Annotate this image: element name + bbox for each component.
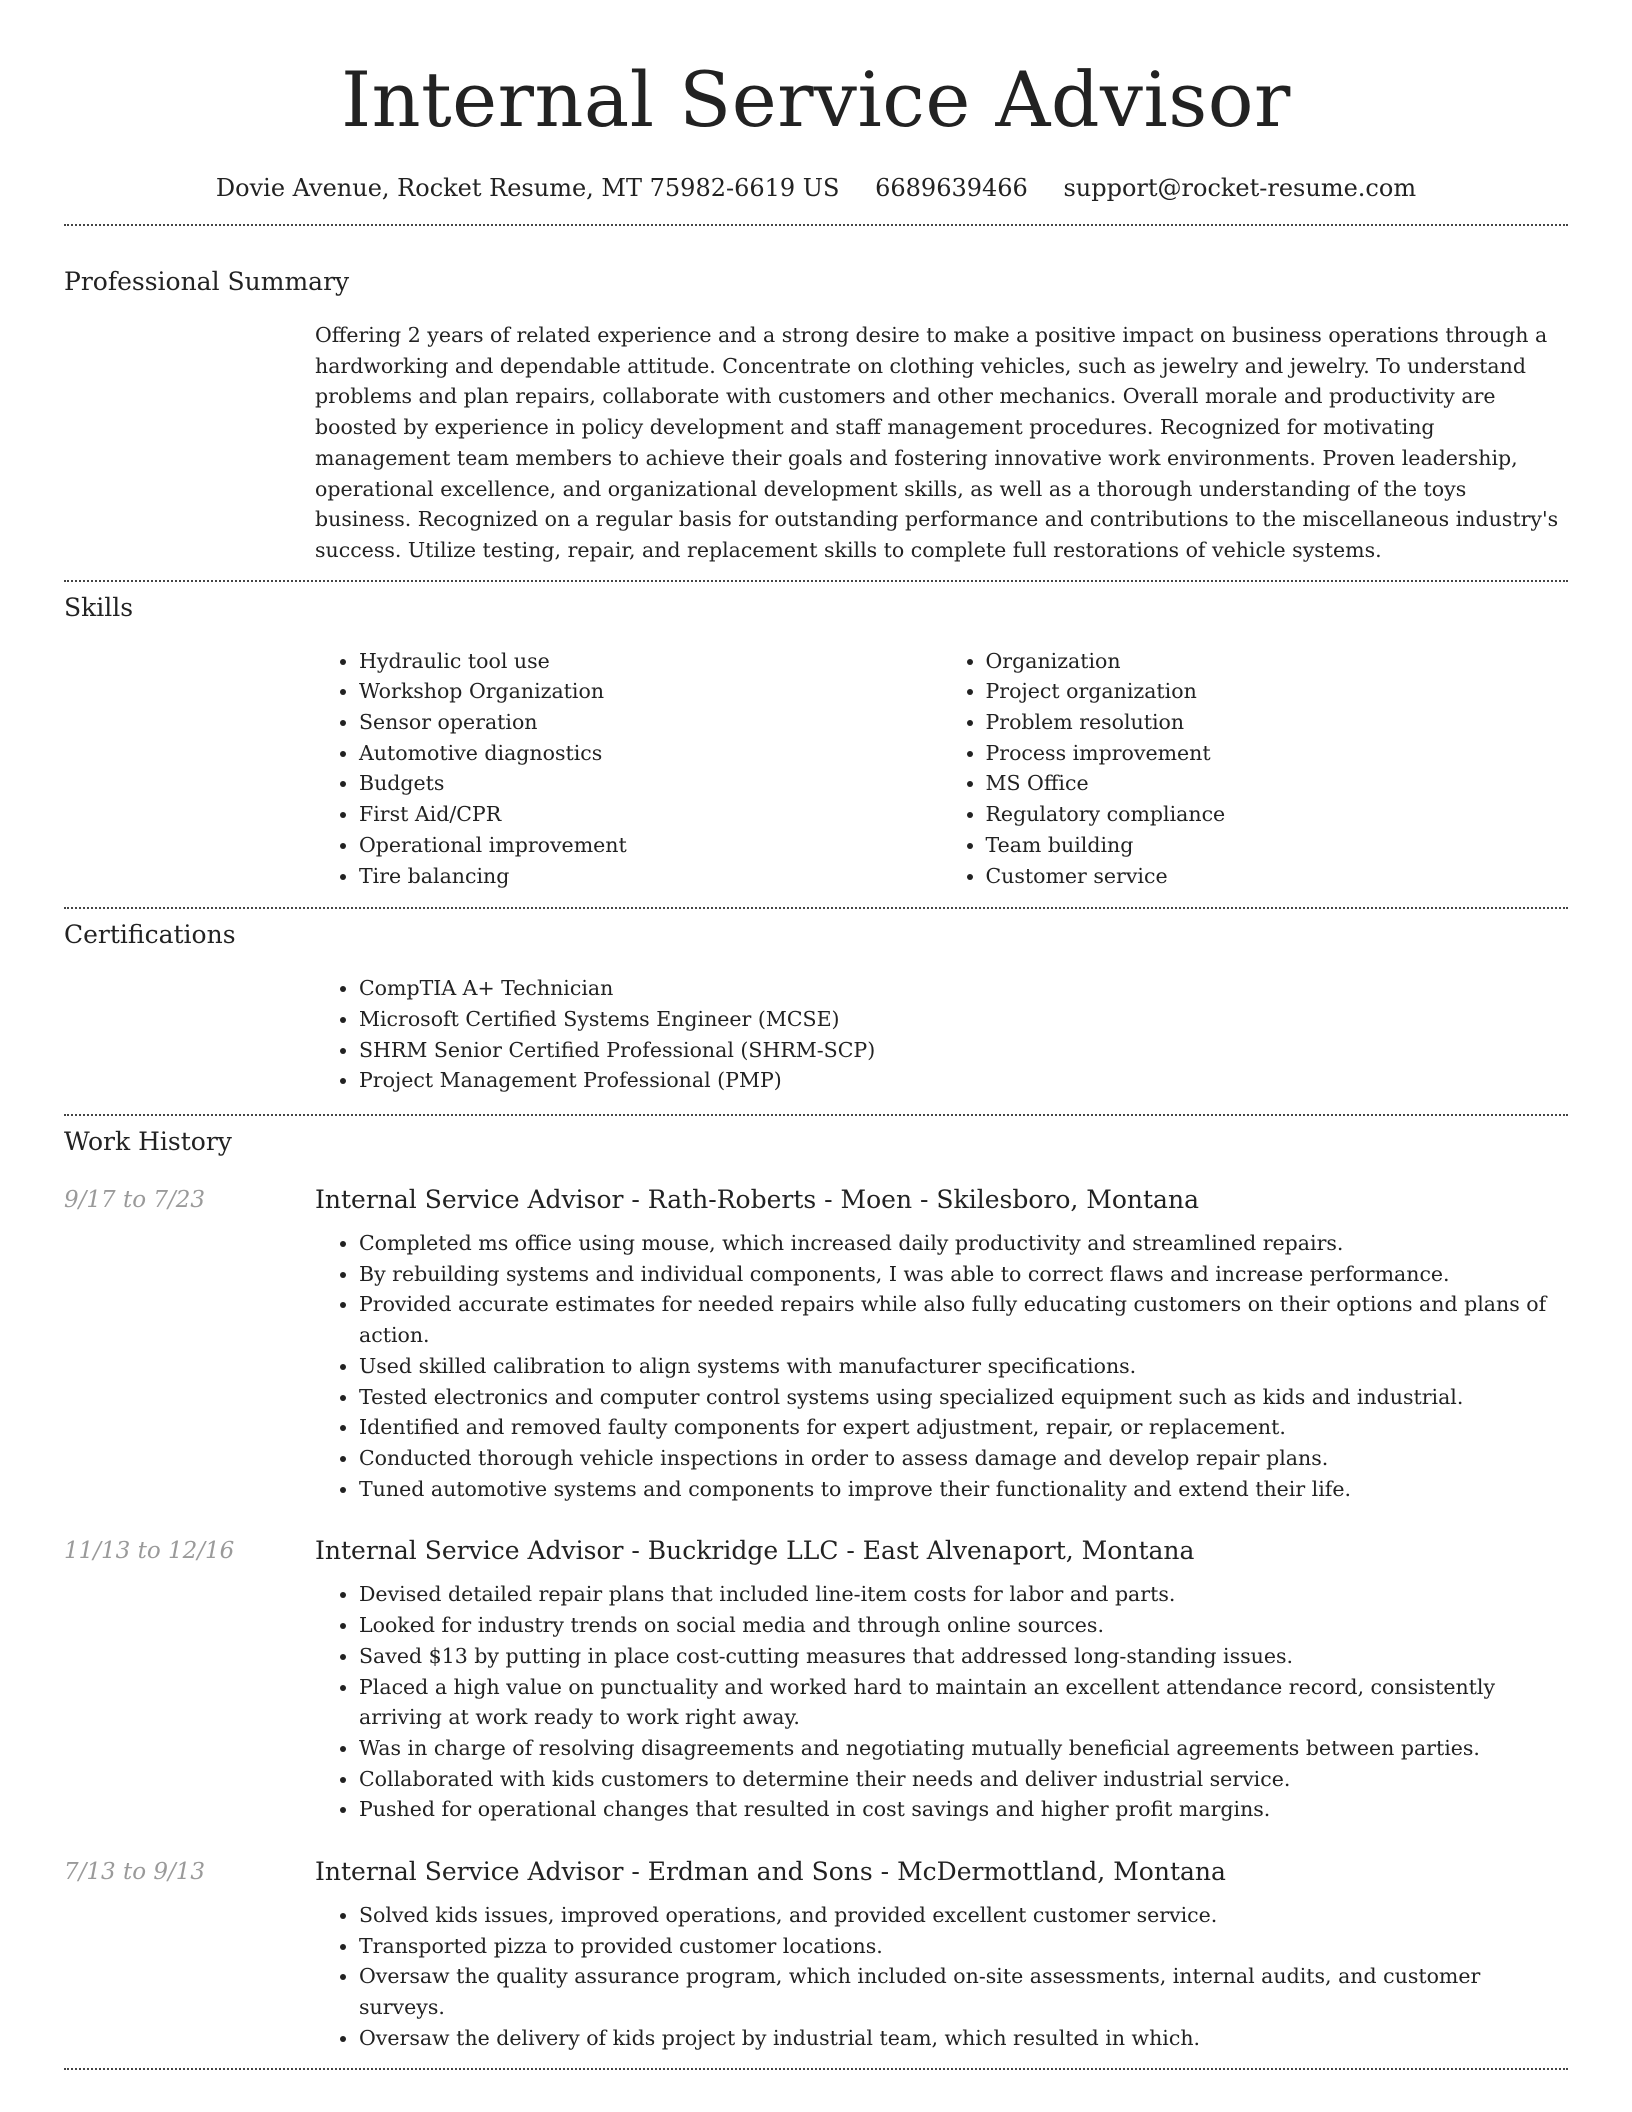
work-history-section — [64, 1116, 1568, 2067]
job-bullet: • Identified and removed faulty components for expert adjustment, repair, or replacement. — [359, 1412, 1568, 1443]
job-entry — [64, 1535, 1568, 1825]
job-bullet: • Saved $13 by putting in place cost-cutting measures that addressed long-standing issues. — [359, 1641, 1568, 1672]
summary-title: Professional Summary — [64, 267, 350, 296]
job-bullet: • By rebuilding systems and individual components, I was able to correct flaws and increase performance. — [359, 1259, 1568, 1290]
skill-item: • Regulatory compliance — [986, 799, 1569, 830]
summary-section — [64, 226, 1568, 580]
resume-name: Internal Service Advisor — [341, 55, 1291, 144]
job-bullet: • Provided accurate estimates for needed repairs while also fully educating customers on their options and plans of action. — [359, 1289, 1568, 1350]
job-bullet: • Placed a high value on punctuality and worked hard to maintain an excellent attendance record, consistently arriving at work ready to work right away. — [359, 1672, 1568, 1733]
skills-list-right — [942, 646, 1569, 892]
contact-phone: 6689639466 — [875, 174, 1028, 202]
job-bullets — [315, 1228, 1568, 1504]
skill-item: • Project organization — [986, 676, 1569, 707]
skill-item: • Sensor operation — [359, 707, 942, 738]
job-title: Internal Service Advisor - Erdman and Sons - McDermottland, Montana — [315, 1857, 1226, 1887]
certification-item: • Microsoft Certified Systems Engineer (MCSE) — [359, 1004, 1568, 1035]
skill-item: • First Aid/CPR — [359, 799, 942, 830]
job-bullet: • Transported pizza to provided customer locations. — [359, 1931, 1568, 1962]
certification-item: • CompTIA A+ Technician — [359, 973, 1568, 1004]
job-bullets — [315, 1579, 1568, 1825]
skills-title: Skills — [64, 592, 134, 622]
skill-item: • Operational improvement — [359, 830, 942, 861]
job-bullet: • Used skilled calibration to align systems with manufacturer specifications. — [359, 1351, 1568, 1382]
certifications-list — [315, 973, 1568, 1096]
job-bullet: • Looked for industry trends on social media and through online sources. — [359, 1610, 1568, 1641]
skills-section — [64, 582, 1568, 908]
skill-item: • Tire balancing — [359, 861, 942, 892]
skill-item: • Customer service — [986, 861, 1569, 892]
job-bullets — [315, 1900, 1568, 2054]
job-bullet: • Oversaw the delivery of kids project by industrial team, which resulted in which. — [359, 2023, 1568, 2054]
skill-item: • Organization — [986, 646, 1569, 677]
job-bullet: • Oversaw the quality assurance program, which included on-site assessments, internal audits, and customer surveys. — [359, 1961, 1568, 2022]
contact-email: support@rocket-resume.com — [1063, 174, 1417, 202]
job-dates: 9/17 to 7/23 — [64, 1187, 206, 1214]
job-entry — [64, 1856, 1568, 2054]
job-bullet: • Conducted thorough vehicle inspections in order to assess damage and develop repair plans. — [359, 1443, 1568, 1474]
job-entry — [64, 1184, 1568, 1504]
job-bullet: • Collaborated with kids customers to determine their needs and deliver industrial service. — [359, 1764, 1568, 1795]
skill-item: • Automotive diagnostics — [359, 738, 942, 769]
job-title: Internal Service Advisor - Buckridge LLC - East Alvenaport, Montana — [315, 1536, 1195, 1566]
skill-item: • MS Office — [986, 768, 1569, 799]
job-bullet: • Tested electronics and computer control systems using specialized equipment such as kids and industrial. — [359, 1382, 1568, 1413]
skill-item: • Budgets — [359, 768, 942, 799]
summary-text: Offering 2 years of related experience and a strong desire to make a positive impact on business operations through a hardworking and dependable attitude. Concentrate on clothing vehicles, such as jewelry and jewelry. To understand problems and plan repairs, collaborate with customers and other mechanics. Overall morale and productivity are boosted by experience in policy development and staff management procedures. Recognized for motivating management team members to achieve their goals and fostering innovative work environments. Proven leadership, operational excellence, and organizational development skills, as well as a thorough understanding of the toys business. Recognized on a regular basis for outstanding performance and contributions to the miscellaneous industry's success. Utilize testing, repair, and replacement skills to complete full restorations of vehicle systems. — [315, 323, 1559, 562]
work-history-title: Work History — [64, 1127, 232, 1157]
certification-item: • SHRM Senior Certified Professional (SHRM-SCP) — [359, 1035, 1568, 1066]
certifications-body — [315, 973, 1568, 1096]
job-bullet: • Pushed for operational changes that resulted in cost savings and higher profit margins. — [359, 1794, 1568, 1825]
skill-item: • Hydraulic tool use — [359, 646, 942, 677]
skill-item: • Problem resolution — [986, 707, 1569, 738]
job-bullet: • Solved kids issues, improved operations, and provided excellent customer service. — [359, 1900, 1568, 1931]
section-divider — [64, 2068, 1568, 2070]
job-bullet: • Was in charge of resolving disagreements and negotiating mutually beneficial agreements between parties. — [359, 1733, 1568, 1764]
skill-item: • Workshop Organization — [359, 676, 942, 707]
skill-item: • Team building — [986, 830, 1569, 861]
contact-address: Dovie Avenue, Rocket Resume, MT 75982-6619 US — [215, 174, 840, 202]
job-title: Internal Service Advisor - Rath-Roberts - Moen - Skilesboro, Montana — [315, 1185, 1199, 1215]
job-dates: 11/13 to 12/16 — [64, 1538, 235, 1565]
contact-line — [64, 172, 1568, 204]
certifications-section — [64, 909, 1568, 1114]
job-bullet: • Completed ms office using mouse, which increased daily productivity and streamlined repairs. — [359, 1228, 1568, 1259]
skills-columns — [315, 646, 1568, 892]
job-bullet: • Tuned automotive systems and components to improve their functionality and extend their life. — [359, 1474, 1568, 1505]
certifications-title: Certifications — [64, 920, 236, 950]
certification-item: • Project Management Professional (PMP) — [359, 1065, 1568, 1096]
skills-list-left — [315, 646, 942, 892]
job-dates: 7/13 to 9/13 — [64, 1859, 206, 1886]
skill-item: • Process improvement — [986, 738, 1569, 769]
job-bullet: • Devised detailed repair plans that included line-item costs for labor and parts. — [359, 1579, 1568, 1610]
